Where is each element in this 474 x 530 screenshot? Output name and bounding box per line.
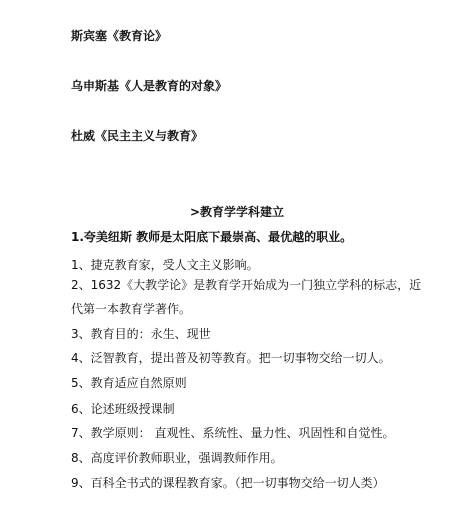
- list-item: 5、教育适应自然原则: [71, 376, 187, 390]
- list-item: 7、教学原则： 直观性、系统性、量力性、巩固性和自觉性。: [71, 426, 395, 440]
- section-heading: >教育学学科建立: [189, 205, 285, 219]
- intro-line-dewey: 杜威《民主主义与教育》: [71, 129, 204, 143]
- intro-line-spencer: 斯宾塞《教育论》: [71, 29, 168, 43]
- list-item: 1、捷克教育家，受人文主义影响。: [71, 258, 259, 272]
- list-item: 9、百科全书式的课程教育家。（把一切事物交给一切人类）: [71, 476, 385, 490]
- intro-line-ushinsky: 乌申斯基《人是教育的对象》: [71, 79, 228, 93]
- subheading-comenius: 1.夸美纽斯 教师是太阳底下最崇高、最优越的职业。: [71, 230, 353, 244]
- list-item: 3、教育目的：永生、现世: [71, 327, 211, 341]
- list-item: 4、泛智教育，提出普及初等教育。把一切事物交给一切人。: [71, 351, 391, 365]
- list-item: 2、1632《大教学论》是教育学开始成为一门独立学科的标志，近代第一本教育学著作。: [71, 278, 422, 316]
- list-item: 6、论述班级授课制: [71, 402, 175, 416]
- list-item: 8、高度评价教师职业，强调教师作用。: [71, 451, 283, 465]
